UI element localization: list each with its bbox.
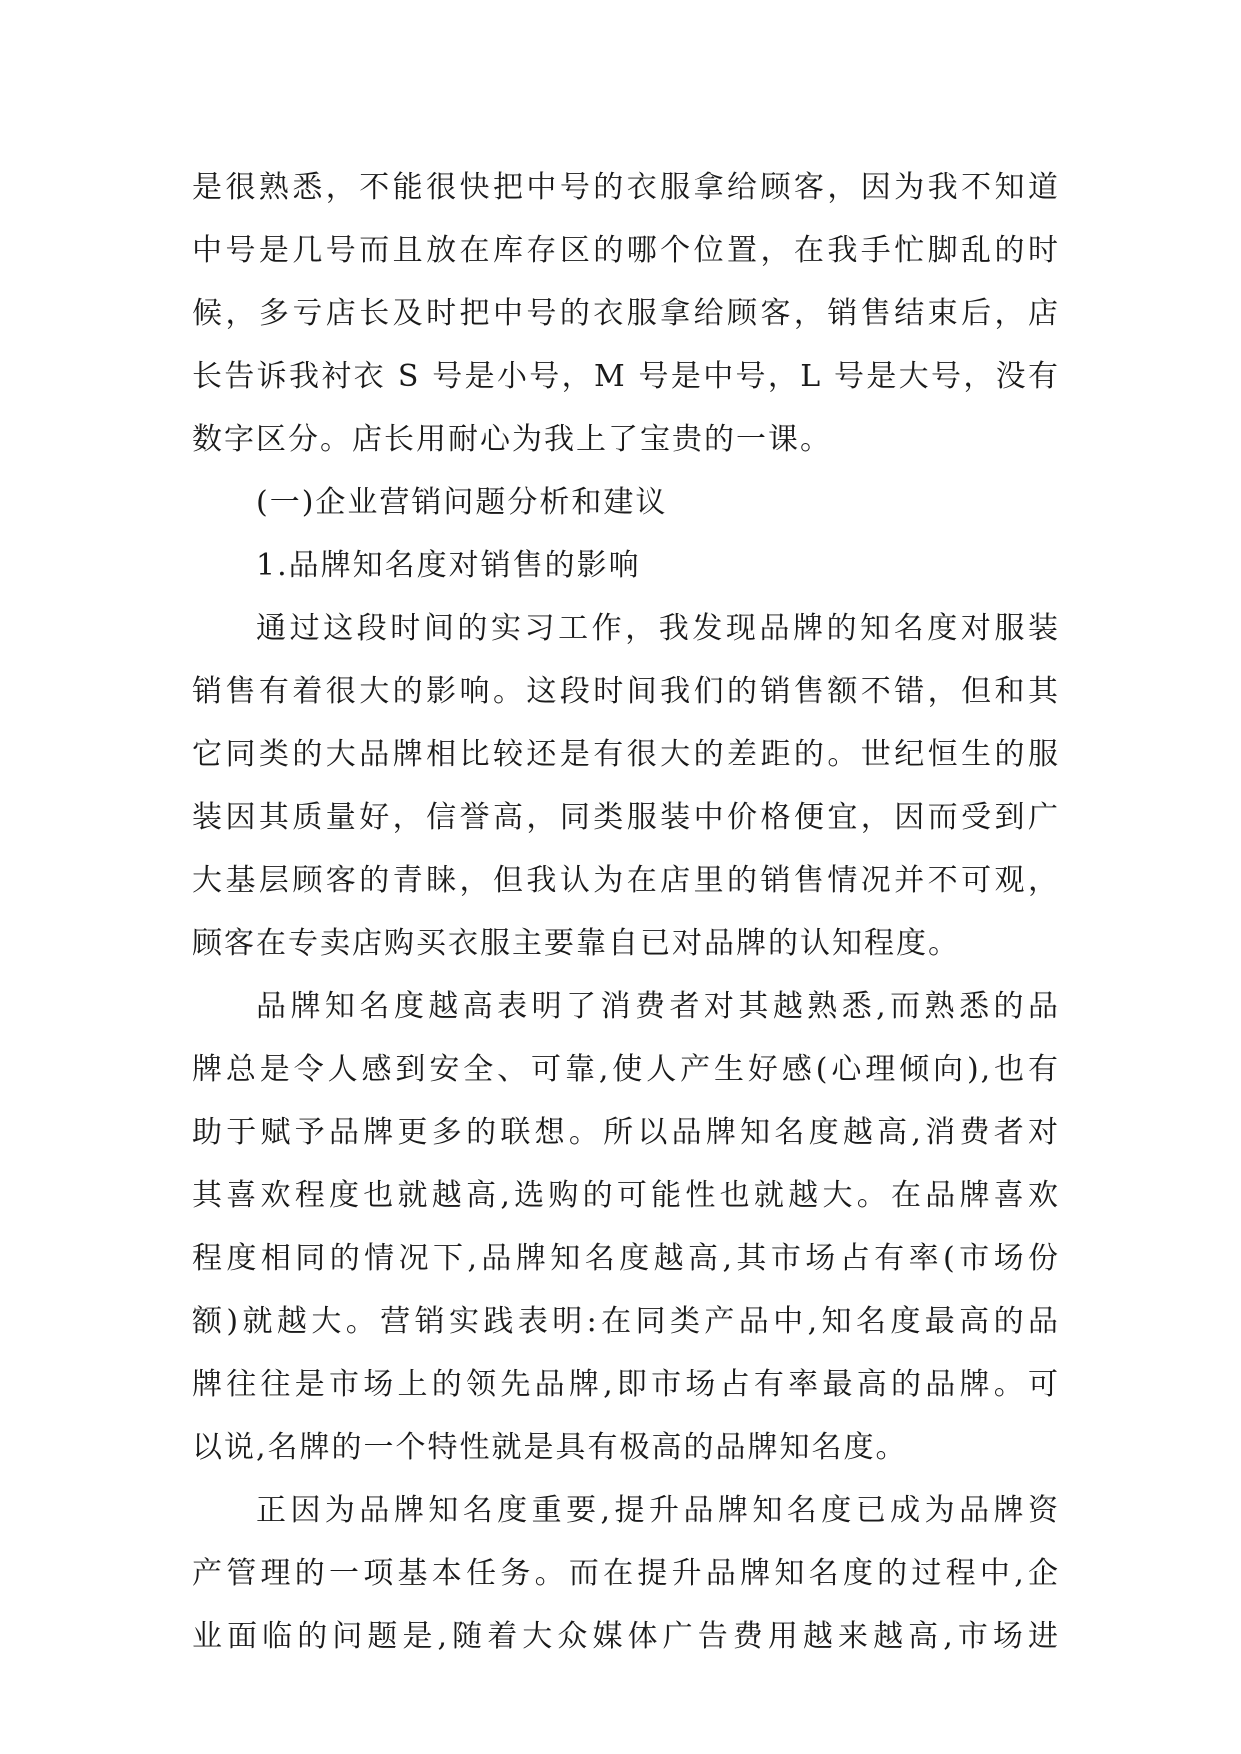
text-line: 额)就越大。营销实践表明:在同类产品中,知名度最高的品 — [192, 1304, 1060, 1339]
text-line: 助于赋予品牌更多的联想。所以品牌知名度越高,消费者对 — [192, 1115, 1060, 1150]
text-line: 顾客在专卖店购买衣服主要靠自已对品牌的认知程度。 — [192, 926, 960, 961]
text-line: 品牌知名度越高表明了消费者对其越熟悉,而熟悉的品 — [256, 989, 1060, 1024]
paragraph-3 — [192, 1479, 1060, 1668]
text-line: 通过这段时间的实习工作，我发现品牌的知名度对服装 — [256, 611, 1060, 646]
text-line: 大基层顾客的青睐，但我认为在店里的销售情况并不可观， — [192, 863, 1060, 898]
text-line: 它同类的大品牌相比较还是有很大的差距的。世纪恒生的服 — [192, 737, 1060, 772]
text-line: 候，多亏店长及时把中号的衣服拿给顾客，销售结束后，店 — [192, 296, 1060, 331]
text-line: 装因其质量好，信誉高，同类服装中价格便宜，因而受到广 — [192, 800, 1060, 835]
text-line: 牌总是令人感到安全、可靠,使人产生好感(心理倾向),也有 — [192, 1052, 1060, 1087]
paragraph-continued — [192, 156, 1060, 471]
text-line: 以说,名牌的一个特性就是具有极高的品牌知名度。 — [192, 1430, 908, 1465]
text-line: 业面临的问题是,随着大众媒体广告费用越来越高,市场进 — [192, 1619, 1060, 1654]
section-heading: (一)企业营销问题分析和建议 — [256, 485, 668, 520]
text-line: 数字区分。店长用耐心为我上了宝贵的一课。 — [192, 422, 832, 457]
subsection-heading: 1.品牌知名度对销售的影响 — [256, 548, 641, 583]
text-line: 是很熟悉，不能很快把中号的衣服拿给顾客，因为我不知道 — [192, 170, 1060, 205]
text-line: 销售有着很大的影响。这段时间我们的销售额不错，但和其 — [192, 674, 1060, 709]
text-line: 长告诉我衬衣 S 号是小号，M 号是中号，L 号是大号，没有 — [192, 359, 1060, 394]
paragraph-1 — [192, 597, 1060, 975]
text-line: 中号是几号而且放在库存区的哪个位置，在我手忙脚乱的时 — [192, 233, 1060, 268]
document-body — [192, 156, 1060, 1668]
text-line: 正因为品牌知名度重要,提升品牌知名度已成为品牌资 — [256, 1493, 1060, 1528]
text-line: 产管理的一项基本任务。而在提升品牌知名度的过程中,企 — [192, 1556, 1060, 1591]
text-line: 其喜欢程度也就越高,选购的可能性也就越大。在品牌喜欢 — [192, 1178, 1060, 1213]
text-line: 牌往往是市场上的领先品牌,即市场占有率最高的品牌。可 — [192, 1367, 1060, 1402]
text-line: 程度相同的情况下,品牌知名度越高,其市场占有率(市场份 — [192, 1241, 1060, 1276]
paragraph-2 — [192, 975, 1060, 1479]
